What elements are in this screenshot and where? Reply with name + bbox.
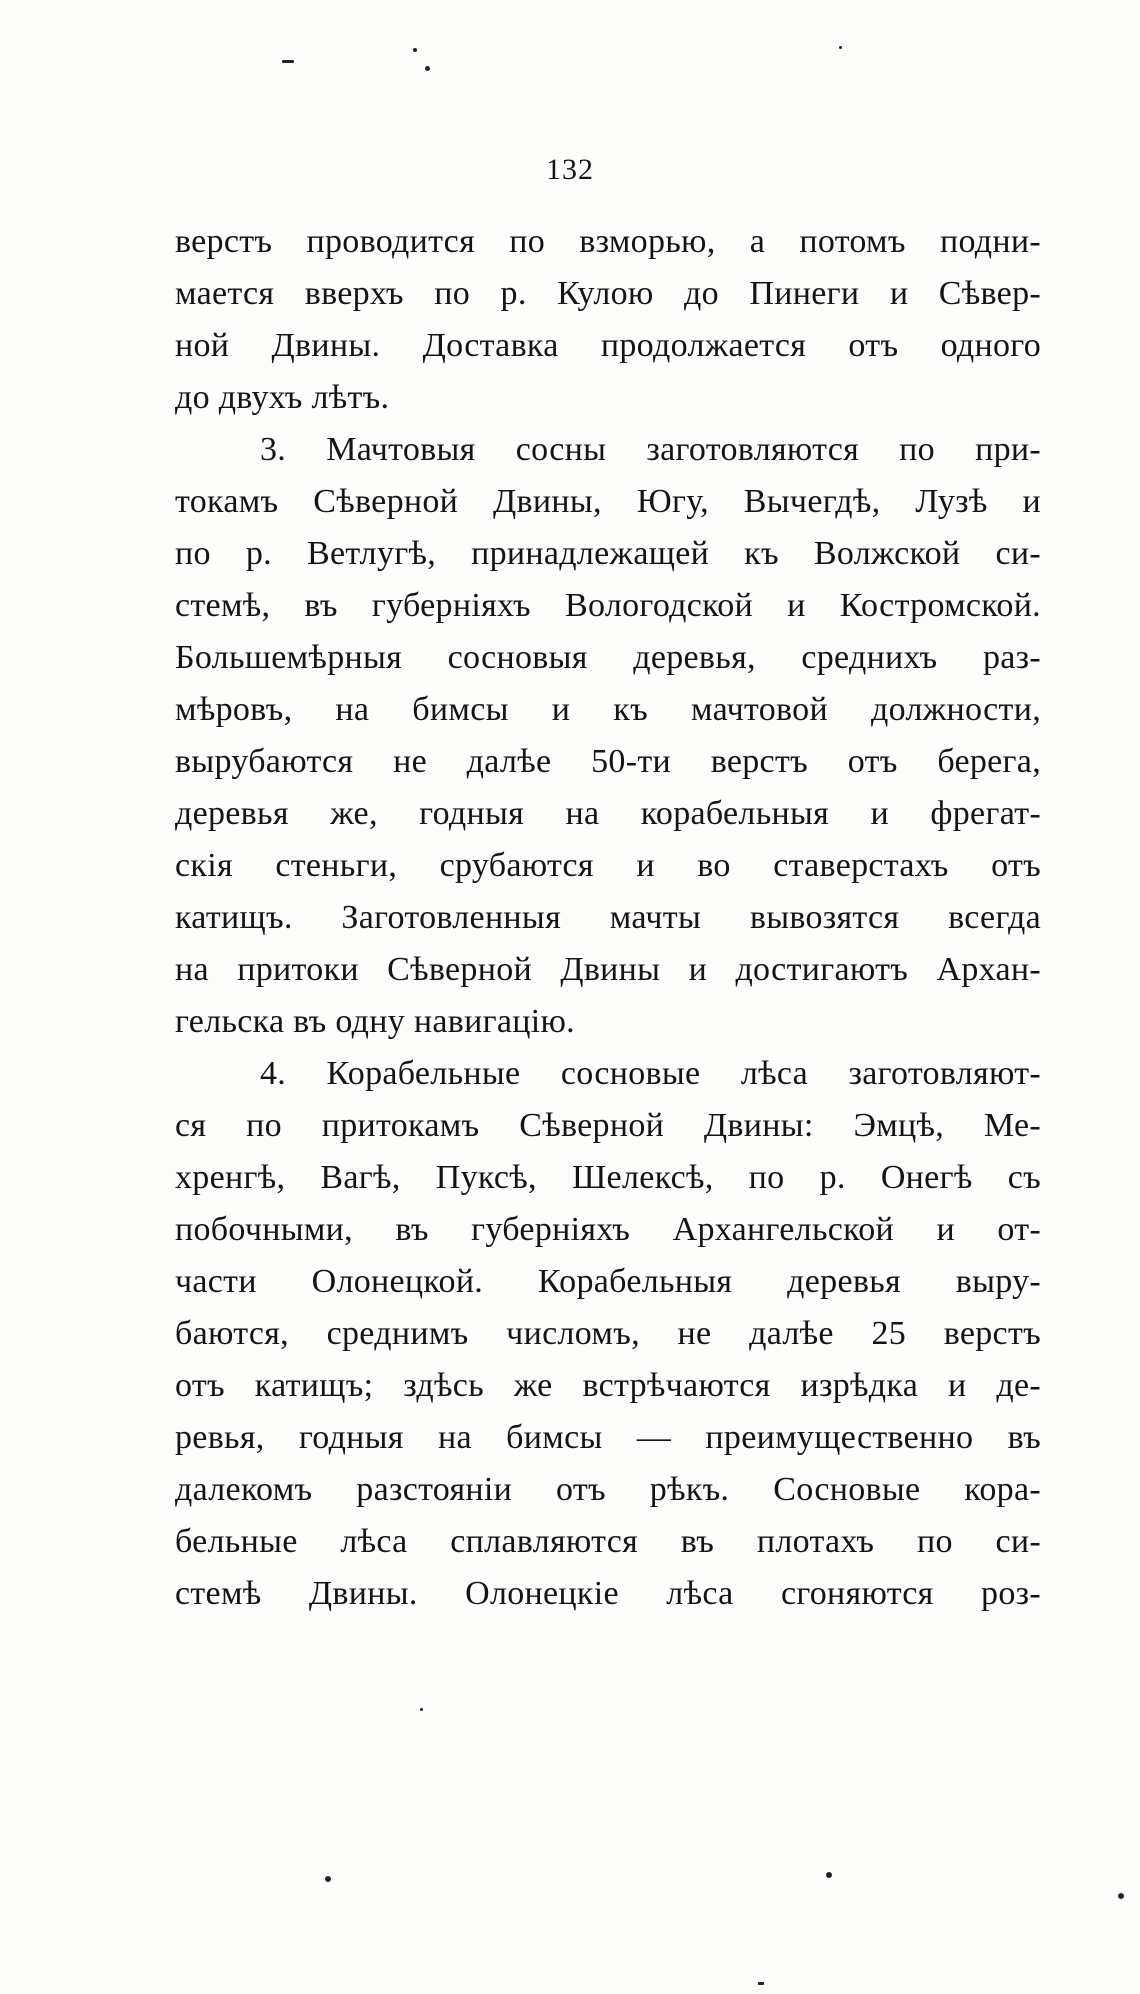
scan-speck [839,46,842,49]
text-line: ревья, годныя на бимсы — преимущественно въ [175,1419,1041,1456]
text-line: токамъ Сѣверной Двины, Югу, Вычегдѣ, Лузѣ и [175,483,1041,520]
page-number: 132 [546,153,594,186]
paragraph-4-first-line: 4. Корабельные сосновые лѣса заготовляют- [260,1055,1041,1092]
text-line: ной Двины. Доставка продолжается отъ одного [175,327,1041,364]
scan-speck [425,66,430,71]
text-line: верстъ проводится по взморью, а потомъ подни- [175,223,1041,260]
text-line: побочными, въ губерніяхъ Архангельской и от- [175,1211,1041,1248]
scan-speck [420,1708,423,1711]
scan-speck [282,60,294,63]
text-line: катищъ. Заготовленныя мачты вывозятся всегда [175,899,1041,936]
paragraph-3-first-line: 3. Мачтовыя сосны заготовляются по при- [260,431,1041,468]
text-line: бельные лѣса сплавляются въ плотахъ по си- [175,1523,1041,1560]
text-line: деревья же, годныя на корабельныя и фрегат- [175,795,1041,832]
text-line: Большемѣрныя сосновыя деревья, среднихъ раз- [175,639,1041,676]
text-line: скія стеньги, срубаются и во ставерстахъ отъ [175,847,1041,884]
text-line: гельска въ одну навигацію. [175,1003,575,1040]
text-line: на притоки Сѣверной Двины и достигаютъ Архан- [175,951,1041,988]
text-line: отъ катищъ; здѣсь же встрѣчаются изрѣдка и де- [175,1367,1041,1404]
scan-speck [758,1982,764,1985]
text-line: мается вверхъ по р. Кулою до Пинеги и Сѣвер- [175,275,1041,312]
body-text [175,216,1041,1620]
text-line: части Олонецкой. Корабельныя деревья выру- [175,1263,1041,1300]
scan-speck [325,1876,331,1882]
text-line: по р. Ветлугѣ, принадлежащей къ Волжской си- [175,535,1041,572]
text-line: вырубаются не далѣе 50-ти верстъ отъ берега, [175,743,1041,780]
scan-speck [826,1872,832,1878]
scan-speck [413,48,417,52]
scan-speck [1118,1893,1124,1899]
text-line: баются, среднимъ числомъ, не далѣе 25 верстъ [175,1315,1041,1352]
text-line: мѣровъ, на бимсы и къ мачтовой должности, [175,691,1041,728]
text-line: стемѣ Двины. Олонецкіе лѣса сгоняются роз- [175,1575,1041,1612]
text-line: до двухъ лѣтъ. [175,379,390,416]
text-line: далекомъ разстояніи отъ рѣкъ. Сосновые кора- [175,1471,1041,1508]
text-line: ся по притокамъ Сѣверной Двины: Эмцѣ, Ме- [175,1107,1041,1144]
text-line: стемѣ, въ губерніяхъ Вологодской и Костромской. [175,587,1041,624]
text-line: хренгѣ, Вагѣ, Пуксѣ, Шелексѣ, по р. Онегѣ съ [175,1159,1041,1196]
